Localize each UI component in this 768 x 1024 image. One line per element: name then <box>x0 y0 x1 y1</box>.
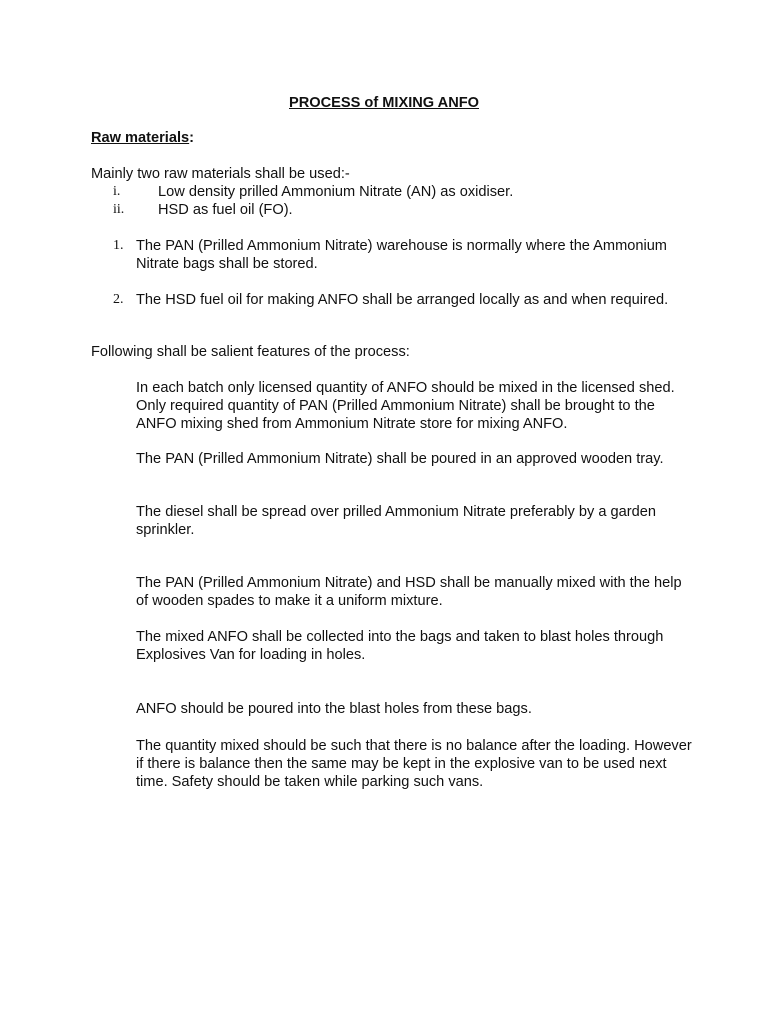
page-title: PROCESS of MIXING ANFO <box>289 95 479 111</box>
list-marker: i. <box>113 184 121 199</box>
list-item-text: The PAN (Prilled Ammonium Nitrate) warehouse is normally where the Ammonium Nitrate bags shall be stored. <box>136 238 667 272</box>
list-item-text: The HSD fuel oil for making ANFO shall be arranged locally as and when required. <box>136 292 669 308</box>
intro-paragraph: Mainly two raw materials shall be used:- <box>91 166 350 182</box>
feature-paragraph: The PAN (Prilled Ammonium Nitrate) shall be poured in an approved wooden tray. <box>136 451 664 467</box>
section-heading <box>91 129 194 147</box>
feature-paragraph: The quantity mixed should be such that there is no balance after the loading. However if there is balance then the same may be kept in the explosive van to be used next time. Safety should be taken while parking such vans. <box>136 738 692 790</box>
section-heading-colon: : <box>189 130 195 146</box>
feature-paragraph: ANFO should be poured into the blast holes from these bags. <box>136 701 532 717</box>
feature-paragraph: The PAN (Prilled Ammonium Nitrate) and HSD shall be manually mixed with the help of wooden spades to make it a uniform mixture. <box>136 575 682 609</box>
section-heading-text: Raw materials <box>91 130 190 146</box>
list-item-text: Low density prilled Ammonium Nitrate (AN) as oxidiser. <box>158 184 514 200</box>
list-item-text: HSD as fuel oil (FO). <box>158 202 293 218</box>
list-marker: ii. <box>113 202 125 217</box>
feature-paragraph: The diesel shall be spread over prilled Ammonium Nitrate preferably by a garden sprinkler. <box>136 504 656 538</box>
feature-paragraph: The mixed ANFO shall be collected into the bags and taken to blast holes through Explosives Van for loading in holes. <box>136 629 664 663</box>
list-marker: 1. <box>113 238 124 253</box>
feature-paragraph: In each batch only licensed quantity of ANFO should be mixed in the licensed shed. Only required quantity of PAN (Prilled Ammonium Nitrate) shall be brought to the ANFO mixing shed from Ammonium Nitrate store for mixing ANFO. <box>136 380 675 432</box>
features-intro: Following shall be salient features of the process: <box>91 344 410 360</box>
list-marker: 2. <box>113 292 124 307</box>
